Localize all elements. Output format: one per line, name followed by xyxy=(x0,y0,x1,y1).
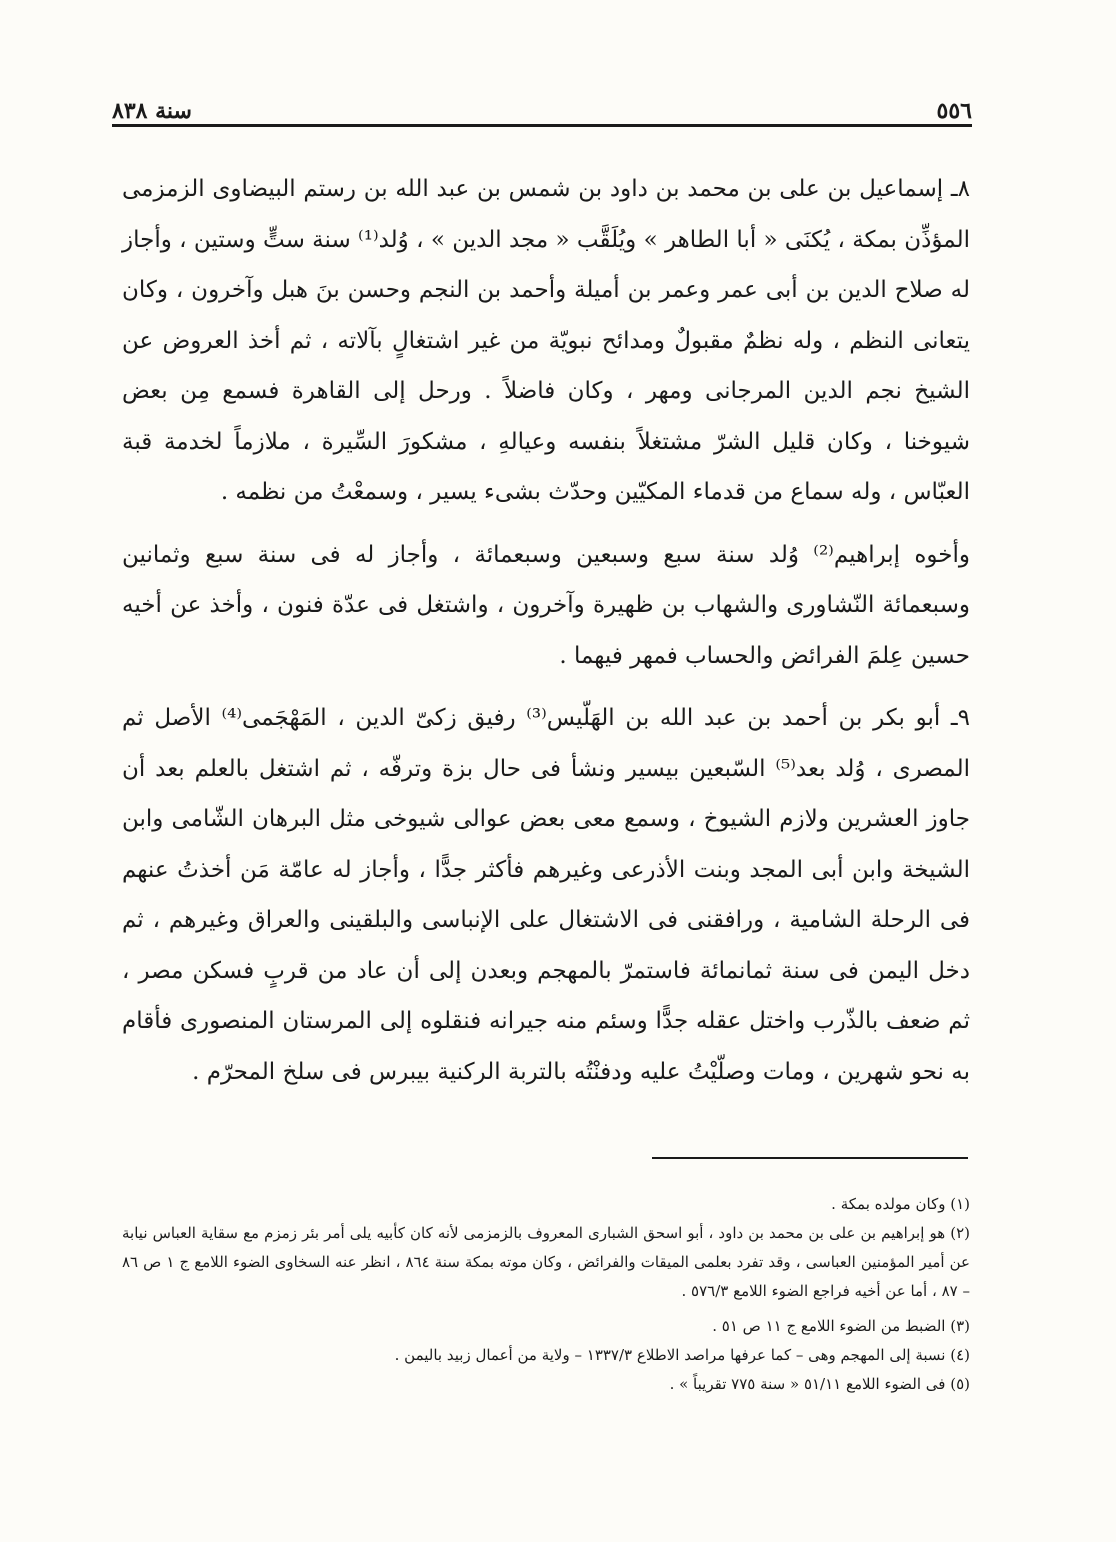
footnote: (٣) الضبط من الضوء اللامع ج ١١ ص ٥١ . xyxy=(712,1317,970,1335)
footnote: (٢) هو إبراهيم بن على بن محمد بن داود ، أبو اسحق الشبارى المعروف بالزمزمى لأنه كان كأبيه يلى أمر بئر زمزم مع سقاية العباس نيابة عن أمير المؤمنين العباسى ، وقد تفرد بعلمى الميقات والفرائض ، وكان موته بمكة سنة ٨٦٤ ، انظر عنه السخاوى الضوء اللامع ج ١ ص ٨٦ – ٨٧ ، أما عن أخيه فراجع الضوء اللامع ٥٧٦/٣ . xyxy=(122,1224,970,1300)
page-number: ٥٥٦ xyxy=(936,98,972,124)
entry-paragraph: وأخوه إبراهيم⁽²⁾ وُلد سنة سبع وسبعين وسبعمائة ، وأجاز له فى سنة سبع وثمانين وسبعمائة النّشاورى والشهاب بن ظهيرة وآخرون ، واشتغل فى عدّة فنون ، وأخذ عن أخيه حسين عِلمَ الفرائض والحساب فمهر فيهما . xyxy=(122,541,970,669)
footnotes xyxy=(122,1190,970,1399)
footnote: (١) وكان مولده بمكة . xyxy=(831,1195,970,1213)
running-title-year: سنة ٨٣٨ xyxy=(112,98,192,124)
entry-paragraph: ٩ـ أبو بكر بن أحمد بن عبد الله بن الهَلّيس⁽³⁾ رفيق زكىّ الدين ، المَهْجَمى⁽⁴⁾ الأصل ثم المصرى ، وُلد بعد⁽⁵⁾ السّبعين بيسير ونشأ فى حال بزة وترفّه ، ثم اشتغل بالعلم بعد أن جاوز العشرين ولازم الشيوخ ، وسمع معى بعض عوالى شيوخى مثل البرهان الشّامى وابن الشيخة وابن أبى المجد وبنت الأذرعى وغيرهم فأكثر جدًّا ، وأجاز له عامّة مَن أخذتُ عنهم فى الرحلة الشامية ، ورافقنى فى الاشتغال على الإنباسى والبلقينى والعراق وغيرهم ، ثم دخل اليمن فى سنة ثمانمائة فاستمرّ بالمهجم وبعدن إلى أن عاد من قربٍ فسكن مصر ، ثم ضعف بالذّرب واختل عقله جدًّا وسئم منه جيرانه فنقلوه إلى المرستان المنصورى فأقام به نحو شهرين ، ومات وصلّيْتُ عليه ودفنْتُه بالتربة الركنية بيبرس فى سلخ المحرّم . xyxy=(122,705,971,1085)
main-text xyxy=(122,164,970,1097)
running-header xyxy=(112,84,972,124)
entry-paragraph: ٨ـ إسماعيل بن على بن محمد بن داود بن شمس بن عبد الله بن رستم البيضاوى الزمزمى المؤذِّن بمكة ، يُكنَى « أبا الطاهر » ويُلَقَّب « مجد الدين » ، وُلد⁽¹⁾ سنة ستٍّ وستين ، وأجاز له صلاح الدين بن أبى عمر وعمر بن أميلة وأحمد بن النجم وحسن بنَ هبل وآخرون ، وكان يتعانى النظم ، وله نظمٌ مقبولٌ ومدائح نبويّة من غير اشتغالٍ بآلاته ، ثم أخذ العروض عن الشيخ نجم الدين المرجانى ومهر ، وكان فاضلاً . ورحل إلى القاهرة فسمع مِن بعض شيوخنا ، وكان قليل الشرّ مشتغلاً بنفسه وعيالهِ ، مشكورَ السِّيرة ، ملازماً لخدمة قبة العبّاس ، وله سماع من قدماء المكيّين وحدّث بشىء يسير ، وسمعْتُ من نظمه . xyxy=(122,176,970,505)
footnote: (٤) نسبة إلى المهجم وهى – كما عرفها مراصد الاطلاع ١٣٣٧/٣ – ولاية من أعمال زبيد باليمن . xyxy=(394,1346,970,1364)
header-rule xyxy=(112,124,972,127)
footnote: (٥) فى الضوء اللامع ٥١/١١ « سنة ٧٧٥ تقريباً » . xyxy=(669,1375,970,1393)
footnote-separator xyxy=(652,1157,968,1159)
